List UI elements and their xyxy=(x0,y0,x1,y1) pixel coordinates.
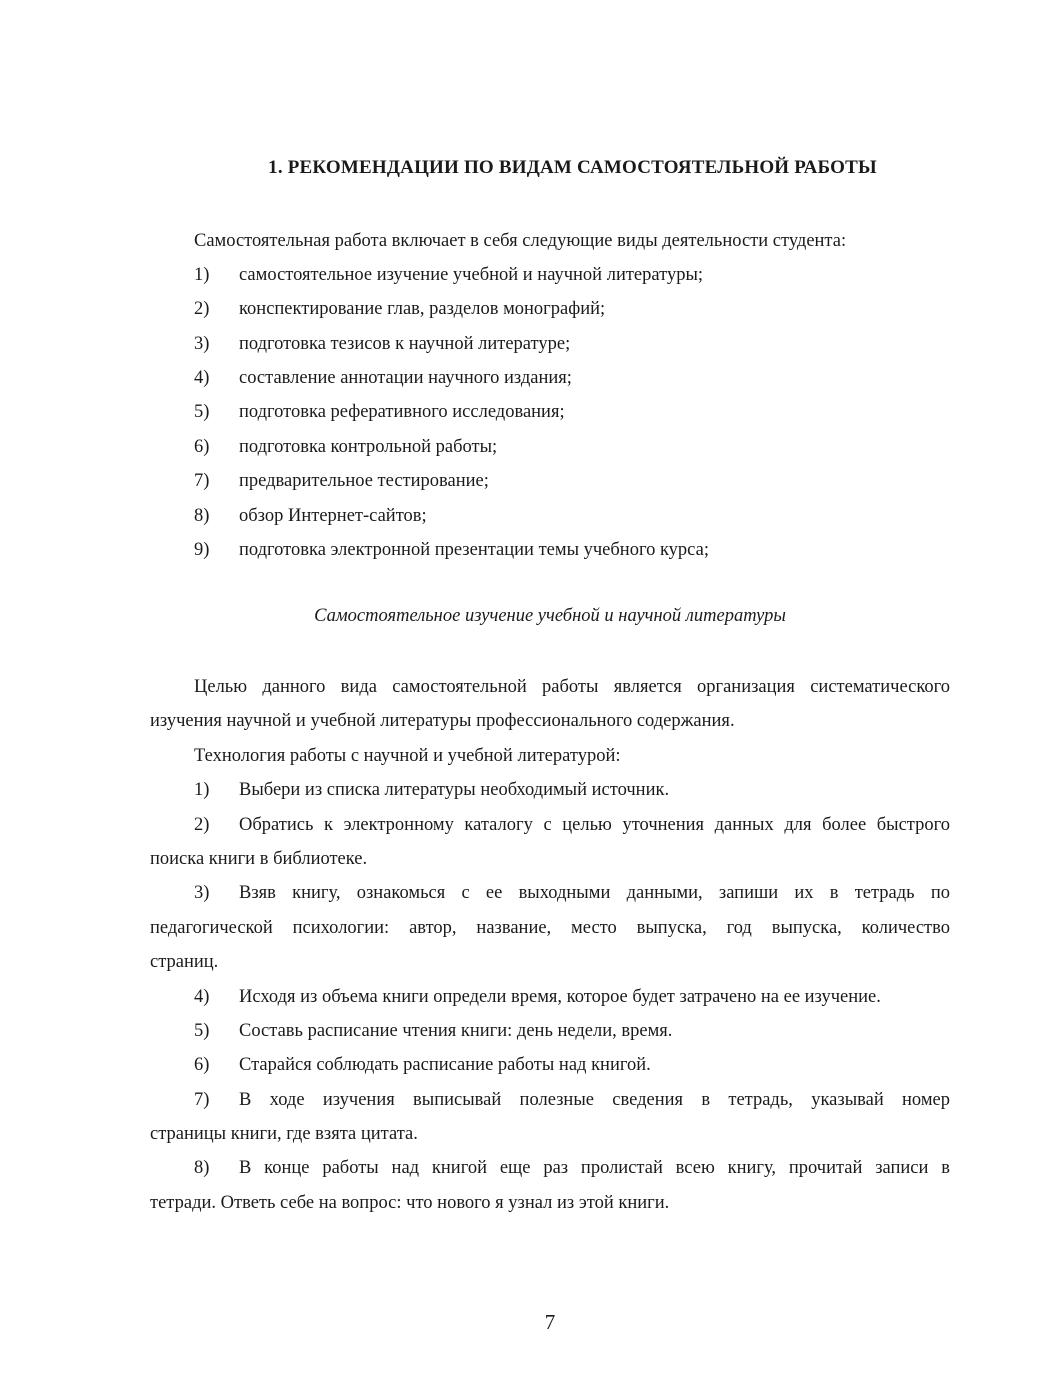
activity-number: 6) xyxy=(194,437,210,457)
step-text: Обратись к электронному каталогу с целью уточнения данных для более быстрого xyxy=(239,815,950,835)
section-heading: 1. РЕКОМЕНДАЦИИ ПО ВИДАМ САМОСТОЯТЕЛЬНОЙ РАБОТЫ xyxy=(268,157,877,178)
step-number: 2) xyxy=(194,815,210,835)
intro-paragraph: Самостоятельная работа включает в себя следующие виды деятельности студента: xyxy=(194,231,847,251)
activity-item: конспектирование глав, разделов монографий; xyxy=(239,299,606,319)
step-text: страниц. xyxy=(150,952,219,972)
activity-number: 4) xyxy=(194,368,210,388)
step-number: 7) xyxy=(194,1090,210,1110)
activity-number: 1) xyxy=(194,265,210,285)
step-text: Исходя из объема книги определи время, которое будет затрачено на ее изучение. xyxy=(239,987,881,1007)
step-number: 6) xyxy=(194,1055,210,1075)
step-number: 1) xyxy=(194,780,210,800)
activity-number: 9) xyxy=(194,540,210,560)
step-text: Составь расписание чтения книги: день недели, время. xyxy=(239,1021,673,1041)
activity-item: самостоятельное изучение учебной и научной литературы; xyxy=(239,265,704,285)
step-text: В ходе изучения выписывай полезные сведения в тетрадь, указывай номер xyxy=(239,1090,950,1110)
step-text: педагогической психологии: автор, название, место выпуска, год выпуска, количество xyxy=(150,918,950,938)
step-text: Старайся соблюдать расписание работы над книгой. xyxy=(239,1055,651,1075)
subsection-heading: Самостоятельное изучение учебной и научной литературы xyxy=(314,606,786,626)
activity-item: подготовка реферативного исследования; xyxy=(239,402,565,422)
step-number: 4) xyxy=(194,987,210,1007)
activity-item: подготовка тезисов к научной литературе; xyxy=(239,334,571,354)
step-text: поиска книги в библиотеке. xyxy=(150,849,368,869)
page-number: 7 xyxy=(544,1310,556,1334)
activity-number: 5) xyxy=(194,402,210,422)
activity-item: составление аннотации научного издания; xyxy=(239,368,572,388)
goal-paragraph-line: Целью данного вида самостоятельной работы является организация систематического xyxy=(194,677,950,697)
step-text: Взяв книгу, ознакомься с ее выходными данными, запиши их в тетрадь по xyxy=(239,883,950,903)
step-text: страницы книги, где взята цитата. xyxy=(150,1124,418,1144)
activity-item: обзор Интернет-сайтов; xyxy=(239,506,427,526)
step-number: 5) xyxy=(194,1021,210,1041)
activity-item: подготовка контрольной работы; xyxy=(239,437,498,457)
activity-number: 7) xyxy=(194,471,210,491)
step-text: тетради. Ответь себе на вопрос: что нового я узнал из этой книги. xyxy=(150,1193,670,1213)
step-text: В конце работы над книгой еще раз пролистай всею книгу, прочитай записи в xyxy=(239,1158,950,1178)
activity-item: предварительное тестирование; xyxy=(239,471,489,491)
activity-number: 2) xyxy=(194,299,210,319)
goal-paragraph-line: изучения научной и учебной литературы профессионального содержания. xyxy=(150,711,735,731)
technology-intro: Технология работы с научной и учебной литературой: xyxy=(194,746,621,766)
step-number: 8) xyxy=(194,1158,210,1178)
activity-number: 3) xyxy=(194,334,210,354)
activity-number: 8) xyxy=(194,506,210,526)
step-number: 3) xyxy=(194,883,210,903)
step-text: Выбери из списка литературы необходимый источник. xyxy=(239,780,670,800)
activity-item: подготовка электронной презентации темы учебного курса; xyxy=(239,540,709,560)
